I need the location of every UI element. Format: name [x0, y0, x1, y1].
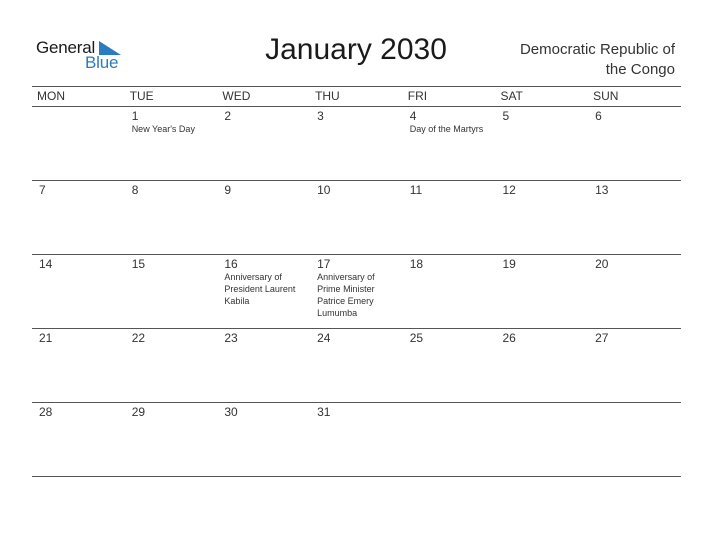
day-number: 12 [502, 183, 516, 197]
day-cell-tue [125, 403, 218, 476]
day-number: 25 [409, 331, 424, 345]
country-line-1: Democratic Republic of [519, 41, 675, 58]
day-number: 19 [502, 257, 516, 271]
day-number: 24 [317, 331, 331, 345]
weekday-wed: WED [222, 89, 251, 103]
weekday-fri: FRI [407, 89, 428, 103]
day-cell-wed [217, 107, 310, 180]
holiday-label: Anniversary of Prime Minister Patrice Emery Lumumba [317, 272, 375, 318]
day-cell-fri [403, 181, 496, 254]
day-number: 27 [595, 331, 609, 345]
day-cell-thu [310, 329, 403, 402]
day-cell-mon [32, 403, 125, 476]
week-row [32, 329, 681, 403]
day-cell-fri [403, 255, 496, 328]
day-cell-sat [495, 181, 588, 254]
week-row [32, 403, 681, 477]
day-cell-tue [125, 107, 218, 180]
day-number: 30 [224, 405, 238, 419]
day-number: 2 [224, 109, 232, 123]
day-number: 14 [39, 257, 53, 271]
day-number: 26 [502, 331, 516, 345]
day-cell-mon [32, 181, 125, 254]
holiday-label: New Year's Day [131, 124, 195, 134]
day-cell-wed [217, 255, 310, 328]
day-number: 28 [39, 405, 53, 419]
weekday-mon: MON [37, 89, 65, 103]
day-cell-mon [32, 107, 125, 180]
day-cell-wed [217, 181, 310, 254]
day-cell-tue [125, 255, 218, 328]
day-number: 29 [131, 405, 146, 419]
day-cell-tue [125, 329, 218, 402]
day-cell-mon [32, 329, 125, 402]
week-row [32, 255, 681, 329]
day-cell-sat [495, 107, 588, 180]
day-number: 23 [224, 331, 238, 345]
day-number: 3 [317, 109, 324, 123]
day-cell-thu [310, 107, 403, 180]
day-number: 9 [224, 183, 232, 197]
day-cell-fri [403, 403, 496, 476]
day-number: 13 [595, 183, 609, 197]
weekday-header-row [32, 86, 681, 107]
day-cell-wed [217, 329, 310, 402]
day-cell-sun [588, 181, 681, 254]
day-cell-thu [310, 255, 403, 328]
day-cell-mon [32, 255, 125, 328]
day-cell-sun [588, 403, 681, 476]
day-number: 4 [409, 109, 417, 123]
weekday-tue: TUE [129, 89, 154, 103]
logo-blue-text: Blue [85, 53, 119, 72]
country-line-2: the Congo [605, 61, 675, 78]
weeks-container [32, 107, 681, 477]
holiday-label: Day of the Martyrs [409, 124, 484, 134]
day-cell-sat [495, 255, 588, 328]
holiday-label: Anniversary of President Laurent Kabila [224, 272, 296, 306]
day-number: 5 [502, 109, 510, 123]
day-number: 17 [317, 257, 331, 271]
day-number: 1 [131, 109, 139, 123]
day-number: 10 [317, 183, 331, 197]
day-number: 7 [39, 183, 46, 197]
day-cell-sat [495, 403, 588, 476]
weekday-sat: SAT [500, 89, 523, 103]
day-number: 8 [131, 183, 139, 197]
day-number: 6 [595, 109, 602, 123]
day-number: 16 [224, 257, 238, 271]
day-number: 22 [131, 331, 146, 345]
day-number: 31 [317, 405, 331, 419]
day-cell-fri [403, 107, 496, 180]
week-row [32, 107, 681, 181]
day-cell-sat [495, 329, 588, 402]
calendar-title: January 2030 [265, 33, 447, 66]
day-number: 15 [131, 257, 146, 271]
day-cell-fri [403, 329, 496, 402]
weekday-thu: THU [315, 89, 340, 103]
calendar-grid [32, 86, 681, 477]
day-number: 20 [595, 257, 609, 271]
logo-general-text: General [36, 38, 96, 57]
weekday-sun: SUN [593, 89, 619, 103]
day-cell-sun [588, 329, 681, 402]
week-row [32, 181, 681, 255]
country-name [475, 40, 675, 80]
day-number: 21 [39, 331, 53, 345]
day-cell-tue [125, 181, 218, 254]
day-cell-sun [588, 255, 681, 328]
day-number: 11 [409, 183, 423, 197]
day-number: 18 [409, 257, 424, 271]
day-cell-thu [310, 181, 403, 254]
day-cell-thu [310, 403, 403, 476]
day-cell-sun [588, 107, 681, 180]
day-cell-wed [217, 403, 310, 476]
